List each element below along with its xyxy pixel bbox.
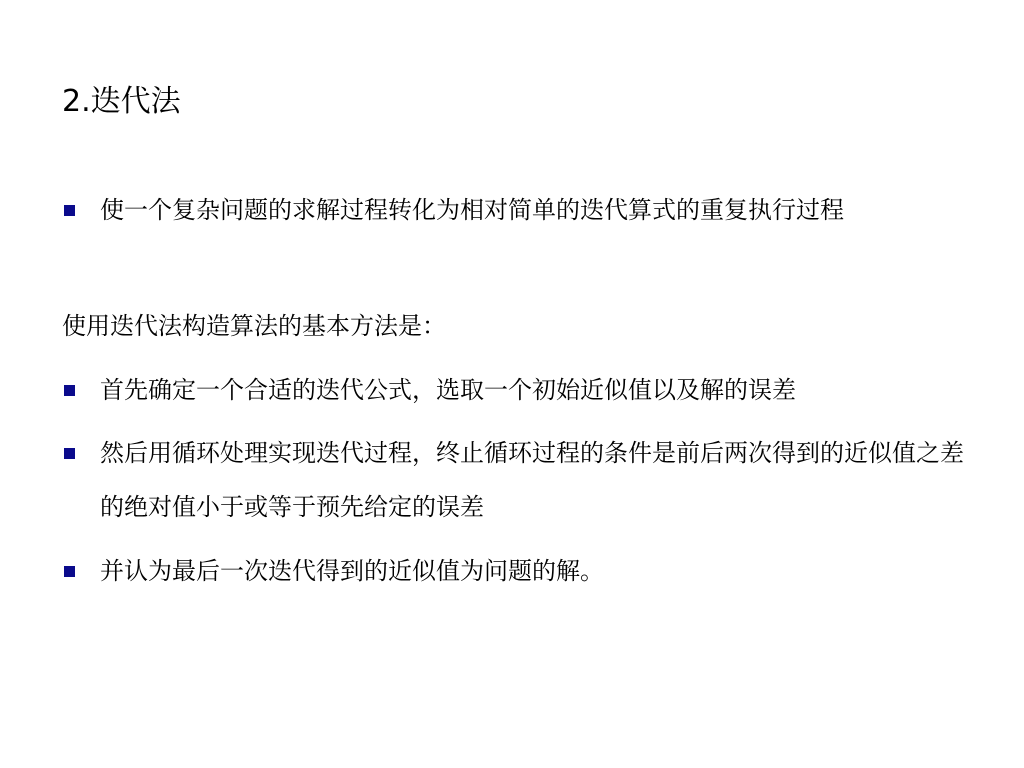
- bullet-text: 首先确定一个合适的迭代公式，选取一个初始近似值以及解的误差: [100, 376, 796, 404]
- bullet-text: 然后用循环处理实现迭代过程，终止循环过程的条件是前后两次得到的近似值之差的绝对值小于或等于预先给定的误差: [100, 439, 964, 521]
- bullet-text: 使一个复杂问题的求解过程转化为相对简单的迭代算式的重复执行过程: [100, 196, 844, 224]
- square-bullet-icon: [64, 385, 75, 396]
- square-bullet-icon: [64, 205, 75, 216]
- bullet-text: 并认为最后一次迭代得到的近似值为问题的解。: [100, 557, 604, 585]
- square-bullet-icon: [64, 448, 75, 459]
- square-bullet-icon: [64, 566, 75, 577]
- slide-title: 2.迭代法: [62, 84, 181, 119]
- section-intro-text: 使用迭代法构造算法的基本方法是：: [62, 312, 446, 340]
